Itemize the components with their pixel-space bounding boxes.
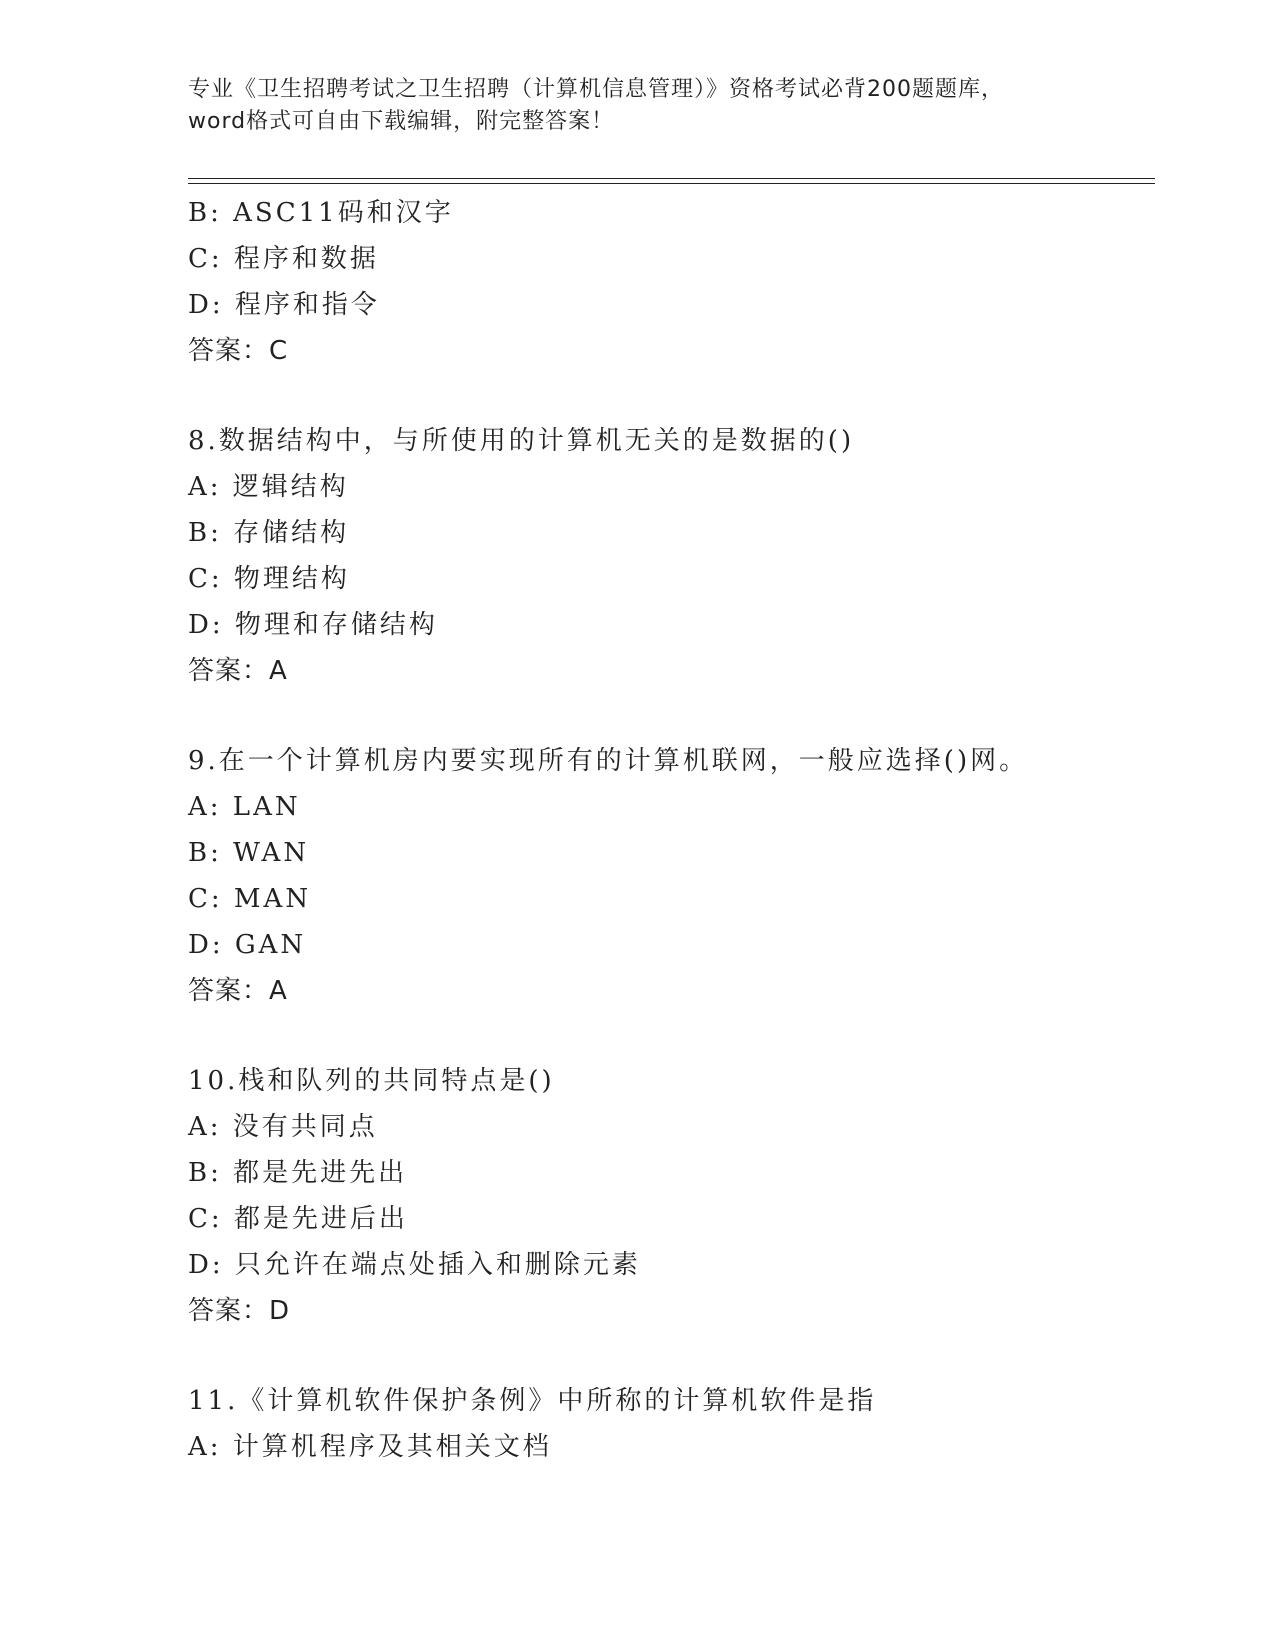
option-line: A: 逻辑结构: [188, 472, 349, 502]
option-line: C: 都是先进后出: [188, 1204, 408, 1234]
option-line: D: 只允许在端点处插入和删除元素: [188, 1250, 641, 1280]
option-line: B: 存储结构: [188, 518, 350, 548]
option-line: B: 都是先进先出: [188, 1158, 408, 1188]
option-line: C: 物理结构: [188, 564, 350, 594]
option-line: D: GAN: [188, 930, 307, 960]
answer-line: 答案：C: [188, 336, 289, 366]
document-header: [188, 74, 1088, 138]
option-line: A: 计算机程序及其相关文档: [188, 1432, 552, 1462]
header-line-1: 专业《卫生招聘考试之卫生招聘（计算机信息管理）》资格考试必背200题题库，: [188, 77, 1004, 102]
header-rule-top: [188, 178, 1155, 179]
option-line: A: 没有共同点: [188, 1112, 378, 1142]
question-text: 8.数据结构中，与所使用的计算机无关的是数据的(): [188, 426, 855, 456]
option-line: C: 程序和数据: [188, 244, 379, 274]
option-line: B: ASC11码和汉字: [188, 198, 454, 228]
header-line-2: word格式可自由下载编辑，附完整答案！: [188, 109, 615, 134]
question-text: 11.《计算机软件保护条例》中所称的计算机软件是指: [188, 1386, 877, 1416]
answer-line: 答案：D: [188, 1296, 291, 1326]
option-line: D: 物理和存储结构: [188, 610, 438, 640]
question-text: 9.在一个计算机房内要实现所有的计算机联网，一般应选择()网。: [188, 746, 1029, 776]
option-line: B: WAN: [188, 838, 310, 868]
question-text: 10.栈和队列的共同特点是(): [188, 1066, 555, 1096]
answer-line: 答案：A: [188, 976, 288, 1006]
header-rule-bottom: [188, 183, 1155, 184]
answer-line: 答案：A: [188, 656, 288, 686]
option-line: A: LAN: [188, 792, 301, 822]
option-line: D: 程序和指令: [188, 290, 380, 320]
option-line: C: MAN: [188, 884, 312, 914]
